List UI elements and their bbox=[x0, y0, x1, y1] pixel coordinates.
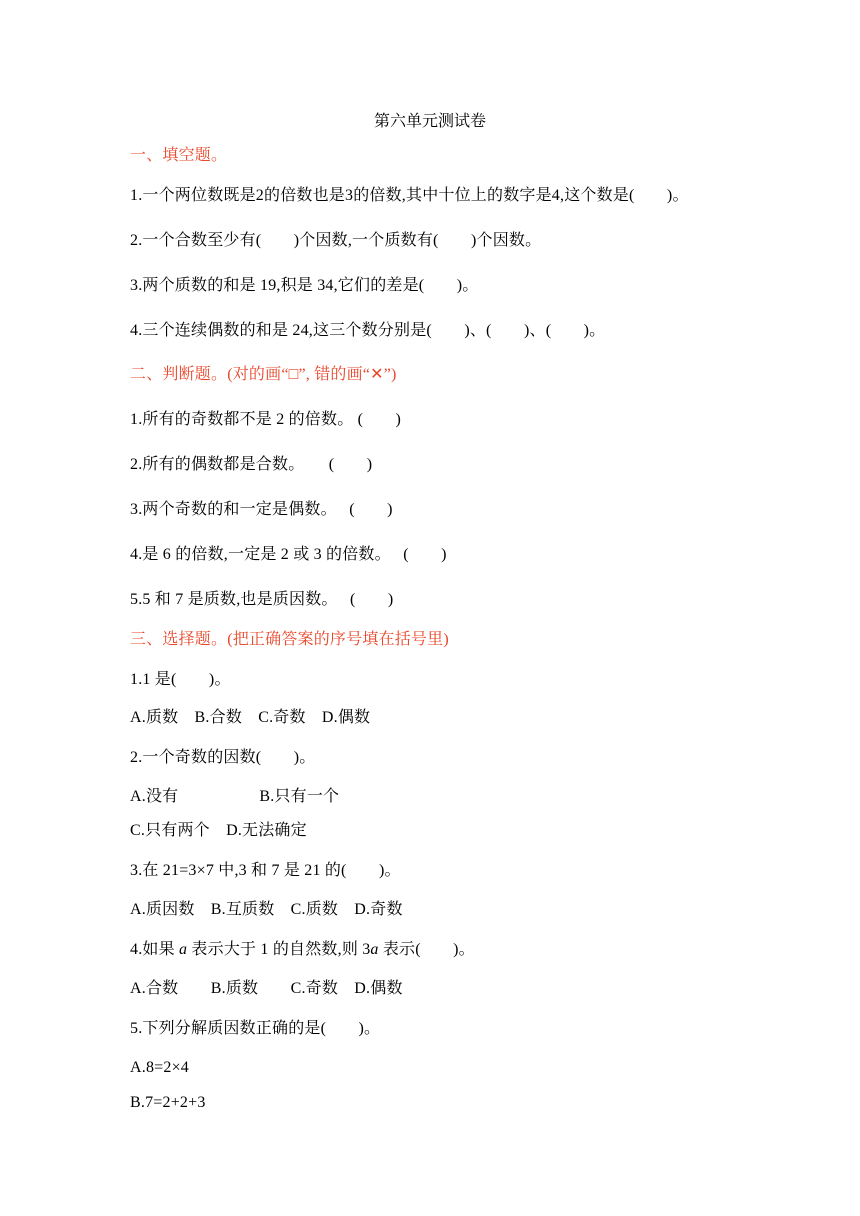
choice-question-3: 3.在 21=3×7 中,3 和 7 是 21 的( )。 bbox=[130, 862, 401, 879]
fill-blank-item-3: 3.两个质数的和是 19,积是 34,它们的差是( )。 bbox=[130, 277, 479, 294]
stem-part: 表示大于 1 的自然数,则 3 bbox=[187, 941, 371, 958]
true-false-item-2: 2.所有的偶数都是合数。 ( ) bbox=[130, 456, 373, 473]
true-false-item-3: 3.两个奇数的和一定是偶数。 ( ) bbox=[130, 501, 393, 518]
choice-question-1: 1.1 是( )。 bbox=[130, 671, 231, 688]
fill-blank-item-1: 1.一个两位数既是2的倍数也是3的倍数,其中十位上的数字是4,这个数是( )。 bbox=[130, 187, 689, 204]
choice-options-4: A.合数 B.质数 C.奇数 D.偶数 bbox=[130, 980, 403, 997]
section-heading-true-false: 二、判断题。(对的画“□”, 错的画“✕”) bbox=[130, 366, 397, 383]
choice-question-2: 2.一个奇数的因数( )。 bbox=[130, 749, 316, 766]
variable-a: a bbox=[179, 941, 188, 958]
fill-blank-item-2: 2.一个合数至少有( )个因数,一个质数有( )个因数。 bbox=[130, 232, 542, 249]
choice-options-3: A.质因数 B.互质数 C.质数 D.奇数 bbox=[130, 901, 403, 918]
stem-part: 表示( )。 bbox=[378, 941, 475, 958]
choice-option-5a: A.8=2×4 bbox=[130, 1059, 190, 1076]
choice-question-5: 5.下列分解质因数正确的是( )。 bbox=[130, 1020, 381, 1037]
variable-a: a bbox=[370, 941, 379, 958]
choice-options-2b: C.只有两个 D.无法确定 bbox=[130, 822, 307, 839]
choice-question-4 bbox=[130, 940, 475, 960]
choice-options-2a: A.没有 B.只有一个 bbox=[130, 788, 340, 805]
true-false-item-4: 4.是 6 的倍数,一定是 2 或 3 的倍数。 ( ) bbox=[130, 546, 447, 563]
choice-option-5b: B.7=2+2+3 bbox=[130, 1094, 206, 1111]
stem-part: 4.如果 bbox=[130, 941, 180, 958]
page-title: 第六单元测试卷 bbox=[373, 113, 486, 130]
section-heading-choice: 三、选择题。(把正确答案的序号填在括号里) bbox=[130, 631, 449, 648]
choice-options-1: A.质数 B.合数 C.奇数 D.偶数 bbox=[130, 709, 371, 726]
fill-blank-item-4: 4.三个连续偶数的和是 24,这三个数分别是( )、( )、( )。 bbox=[130, 322, 606, 339]
true-false-item-5: 5.5 和 7 是质数,也是质因数。 ( ) bbox=[130, 591, 394, 608]
true-false-item-1: 1.所有的奇数都不是 2 的倍数。 ( ) bbox=[130, 411, 402, 428]
section-heading-fill-blank: 一、填空题。 bbox=[130, 147, 228, 164]
